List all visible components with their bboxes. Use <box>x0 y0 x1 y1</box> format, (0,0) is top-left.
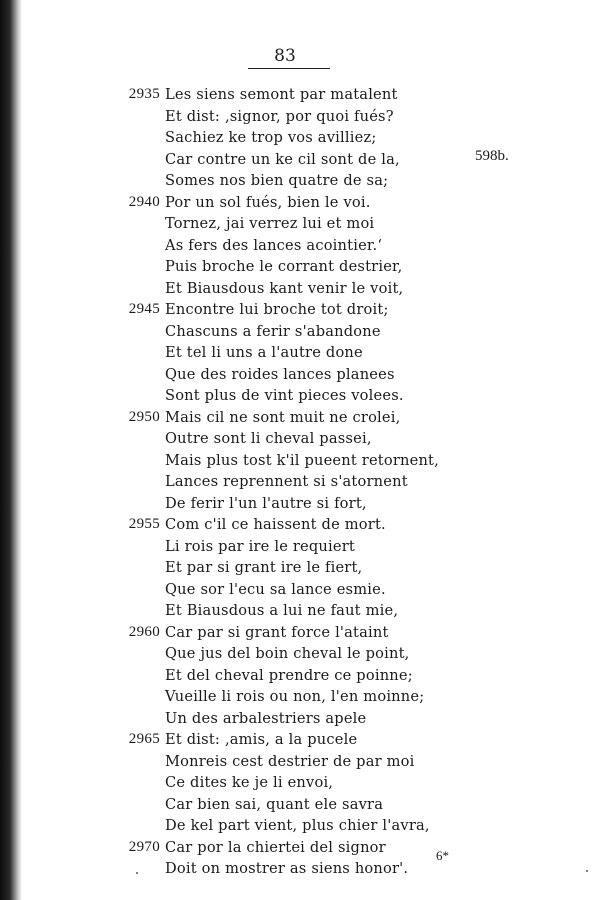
verse-line <box>0 514 609 536</box>
signature-mark: 6* <box>436 848 449 863</box>
verse-line <box>0 407 609 429</box>
verse-line <box>0 149 609 171</box>
verse-text: Car contre un ke cil sont de la, <box>165 150 400 168</box>
verse-line <box>0 708 609 730</box>
verse-text: Et Biausdous kant venir le voit, <box>165 279 404 297</box>
line-number: 2950 <box>128 408 160 425</box>
verse-text: Doit on mostrer as siens honor'. <box>165 860 409 877</box>
verse-line <box>0 299 609 321</box>
verse-text: Lances reprennent si s'atornent <box>165 473 408 490</box>
verse-line <box>0 858 609 880</box>
verse-line <box>0 579 609 601</box>
verse-text: Com c'il ce haissent de mort. <box>165 516 386 533</box>
verse-text: Car bien sai, quant ele savra <box>165 795 384 813</box>
verse-text: Que des roides lances planees <box>165 365 395 383</box>
verse-line <box>0 643 609 665</box>
verse-text: Sont plus de vint pieces volees. <box>165 387 404 404</box>
verse-block <box>0 84 609 880</box>
margin-folio-note: 598b. <box>475 148 509 164</box>
verse-text: Tornez, jai verrez lui et moi <box>165 215 375 232</box>
verse-text: Por un sol fués, bien le voi. <box>165 193 371 211</box>
verse-text: Et par si grant ire le fiert, <box>165 559 363 576</box>
line-number: 2955 <box>128 516 160 532</box>
line-number: 2960 <box>128 623 160 640</box>
verse-line <box>0 751 609 773</box>
verse-text: Sachiez ke trop vos avilliez; <box>165 129 377 146</box>
verse-text: Que jus del boin cheval le point, <box>165 645 410 662</box>
verse-text: Et dist: ‚signor, por quoi fués? <box>165 107 394 125</box>
line-number: 2935 <box>128 86 160 102</box>
verse-text: Encontre lui broche tot droit; <box>165 301 389 318</box>
verse-line <box>0 364 609 386</box>
verse-line <box>0 686 609 708</box>
verse-text: De ferir l'un l'autre si fort, <box>165 494 367 512</box>
verse-text: As fers des lances acointier.‘ <box>165 236 383 254</box>
verse-line <box>0 622 609 644</box>
verse-text: De kel part vient, plus chier l'avra, <box>165 817 430 834</box>
verse-line <box>0 794 609 816</box>
verse-line <box>0 213 609 235</box>
verse-line <box>0 471 609 493</box>
verse-text: Un des arbalestriers apele <box>165 709 367 727</box>
verse-text: Et tel li uns a l'autre done <box>165 344 363 361</box>
verse-line <box>0 385 609 407</box>
paper-speck <box>136 872 138 874</box>
verse-text: Monreis cest destrier de par moi <box>165 752 415 770</box>
verse-text: Et dist: ‚amis, a la pucele <box>165 731 358 748</box>
line-number: 2965 <box>128 731 160 747</box>
verse-text: Outre sont li cheval passei, <box>165 430 372 447</box>
verse-line <box>0 256 609 278</box>
verse-line <box>0 665 609 687</box>
verse-text: Mais plus tost k'il pueent retornent, <box>165 451 439 469</box>
verse-text: Puis broche le corrant destrier, <box>165 258 403 275</box>
verse-line <box>0 772 609 794</box>
verse-text: Ce dites ke je li envoi, <box>165 774 334 791</box>
line-number: 2945 <box>128 301 160 317</box>
verse-line <box>0 127 609 149</box>
verse-line <box>0 837 609 859</box>
line-number: 2970 <box>128 838 160 855</box>
verse-line <box>0 235 609 257</box>
verse-line <box>0 84 609 106</box>
verse-line <box>0 192 609 214</box>
verse-line <box>0 600 609 622</box>
verse-line <box>0 729 609 751</box>
verse-line <box>0 815 609 837</box>
verse-text: Et del cheval prendre ce poinne; <box>165 666 413 684</box>
verse-text: Mais cil ne sont muit ne crolei, <box>165 408 401 426</box>
verse-text: Chascuns a ferir s'abandone <box>165 322 381 340</box>
verse-text: Somes nos bien quatre de sa; <box>165 172 389 189</box>
verse-line <box>0 278 609 300</box>
verse-text: Li rois par ire le requiert <box>165 537 355 555</box>
verse-text: Et Biausdous a lui ne faut mie, <box>165 602 399 619</box>
verse-line <box>0 106 609 128</box>
header-rule <box>248 68 330 69</box>
verse-text: Que sor l'ecu sa lance esmie. <box>165 580 386 598</box>
verse-text: Car por la chiertei del signor <box>165 838 386 856</box>
verse-line <box>0 170 609 192</box>
verse-text: Car par si grant force l'ataint <box>165 623 389 641</box>
verse-line <box>0 321 609 343</box>
verse-line <box>0 428 609 450</box>
verse-line <box>0 557 609 579</box>
verse-text: Les siens semont par matalent <box>165 86 398 103</box>
verse-line <box>0 493 609 515</box>
verse-line <box>0 450 609 472</box>
paper-speck <box>586 870 588 872</box>
verse-text: Vueille li rois ou non, l'en moinne; <box>165 688 425 705</box>
line-number: 2940 <box>128 193 160 210</box>
verse-line <box>0 342 609 364</box>
verse-line <box>0 536 609 558</box>
page-number: 83 <box>274 46 296 66</box>
